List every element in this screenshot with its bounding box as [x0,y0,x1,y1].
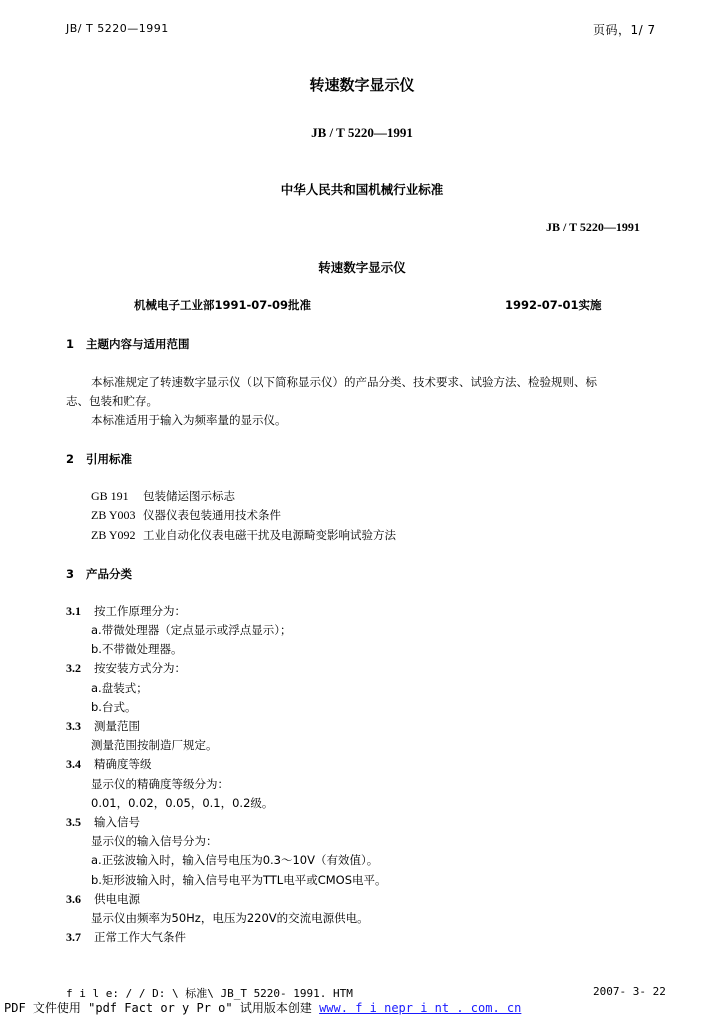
subsection-3-5-heading [66,814,140,830]
subsection-number: 3.3 [66,719,81,733]
subsection-number: 3.7 [66,930,81,944]
subsection-title: 测量范围 [94,719,140,733]
section-number: 2 [66,452,75,466]
section-title: 主题内容与适用范围 [86,337,190,351]
pdf-watermark-text: PDF 文件使用 "pdf Fact or y Pr o" 试用版本创建 [4,1001,320,1015]
subsection-title: 正常工作大气条件 [94,930,186,944]
footer-file-path: f i l e: / / D: \ 标准\ JB_T 5220- 1991. HTM [66,987,353,1000]
reference-item [91,488,235,504]
subsection-text: 显示仪由频率为50Hz，电压为220V的交流电源供电。 [91,911,369,925]
approval-line: 机械电子工业部1991-07-09批准 [134,298,312,312]
subsection-text: 显示仪的精确度等级分为： [91,777,229,791]
subsection-3-3-heading [66,718,140,734]
subsection-number: 3.2 [66,661,81,675]
subsection-title: 按工作原理分为： [94,604,186,618]
subsection-number: 3.5 [66,815,81,829]
subsection-3-6-heading [66,891,140,907]
reference-title: 包装储运图示标志 [143,489,235,503]
subsection-number: 3.4 [66,757,81,771]
doc-title: 转速数字显示仪 [309,76,415,94]
list-item: b.矩形波输入时，输入信号电平为TTL电平或CMOS电平。 [91,873,387,887]
subsection-title: 供电电源 [94,892,140,906]
doc-org: 中华人民共和国机械行业标准 [280,182,444,197]
reference-title: 仪器仪表包装通用技术条件 [143,508,281,522]
header-left: JB/ T 5220—1991 [66,22,169,35]
list-item: b.不带微处理器。 [91,642,183,656]
section-3-heading [66,566,132,582]
doc-subtitle: 转速数字显示仪 [318,260,406,275]
reference-item [91,507,281,523]
reference-code: ZB Y003 [91,508,136,522]
reference-item [91,527,396,543]
reference-code: ZB Y092 [91,528,136,542]
effective-line: 1992-07-01实施 [505,298,602,312]
doc-code-right: JB / T 5220—1991 [546,220,640,234]
list-item: a.正弦波输入时，输入信号电压为0.3～10V（有效值）。 [91,853,379,867]
section-2-heading [66,451,132,467]
subsection-title: 按安装方式分为： [94,661,186,675]
reference-code: GB 191 [91,489,129,503]
subsection-number: 3.6 [66,892,81,906]
pdf-watermark-link[interactable]: www. f i nepr i nt . com. cn [319,1001,522,1015]
subsection-3-4-heading [66,756,152,772]
section-1-scope-paragraph: 本标准适用于输入为频率量的显示仪。 [91,413,287,427]
section-number: 3 [66,567,75,581]
list-item: a.盘装式； [91,681,148,695]
subsection-3-2-heading [66,660,186,676]
subsection-text: 测量范围按制造厂规定。 [91,738,218,752]
subsection-text: 显示仪的输入信号分为： [91,834,218,848]
subsection-title: 精确度等级 [94,757,152,771]
subsection-3-1-heading [66,603,186,619]
doc-code: JB / T 5220—1991 [311,125,413,140]
subsection-values: 0.01，0.02，0.05，0.1，0.2级。 [91,796,274,810]
pdf-watermark [4,999,521,1016]
subsection-title: 输入信号 [94,815,140,829]
section-1-paragraph-line-1: 本标准规定了转速数字显示仪（以下简称显示仪）的产品分类、技术要求、试验方法、检验规则、标 [91,375,597,389]
section-title: 产品分类 [86,567,132,581]
footer-date: 2007- 3- 22 [593,985,666,998]
subsection-3-7-heading [66,929,186,945]
section-number: 1 [66,337,75,351]
header-page-number: 页码，1/ 7 [593,23,656,37]
section-title: 引用标准 [86,452,132,466]
list-item: b.台式。 [91,700,137,714]
reference-title: 工业自动化仪表电磁干扰及电源畸变影响试验方法 [143,528,396,542]
section-1-paragraph-line-2: 志、包装和贮存。 [66,394,158,408]
list-item: a.带微处理器（定点显示或浮点显示）； [91,623,292,637]
section-1-heading [66,336,190,352]
subsection-number: 3.1 [66,604,81,618]
